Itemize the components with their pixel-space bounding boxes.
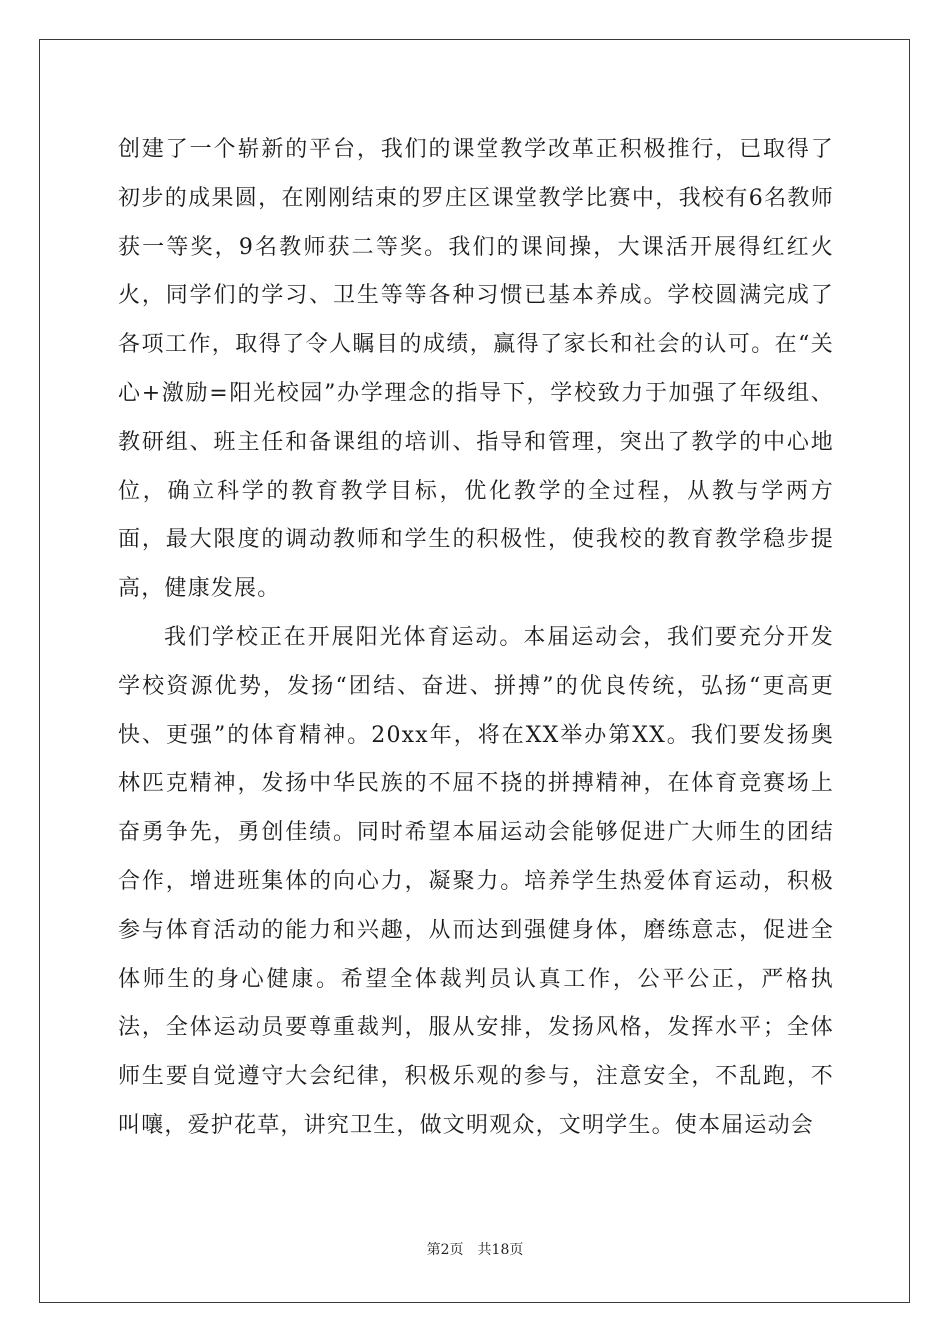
paragraph-1: 创建了一个崭新的平台，我们的课堂教学改革正积极推行，已取得了初步的成果圆，在刚刚结束的罗庄区课堂教学比赛中，我校有6名教师获一等奖，9名教师获二等奖。我们的课间操，大课活开展得红红火火，同学们的学习、卫生等等各种习惯已基本养成。学校圆满完成了各项工作，取得了令人瞩目的成绩，赢得了家长和社会的认可。在“关心+激励=阳光校园”办学理念的指导下，学校致力于加强了年级组、教研组、班主任和备课组的培训、指导和管理，突出了教学的中心地位，确立科学的教育教学目标，优化教学的全过程，从教与学两方面，最大限度的调动教师和学生的积极性，使我校的教育教学稳步提高，健康发展。 [118, 137, 834, 602]
page-total: 共18页 [477, 1242, 524, 1258]
paragraph-2: 我们学校正在开展阳光体育运动。本届运动会，我们要充分开发学校资源优势，发扬“团结、奋进、拼搏”的优良传统，弘扬“更高更快、更强”的体育精神。20xx年，将在XX举办第XX。我们要发扬奥林匹克精神，发扬中华民族的不屈不挠的拼搏精神，在体育竞赛场上奋勇争先，勇创佳绩。同时希望本届运动会能够促进广大师生的团结合作，增进班集体的向心力，凝聚力。培养学生热爱体育运动，积极参与体育活动的能力和兴趣，从而达到强健身体，磨练意志，促进全体师生的身心健康。希望全体裁判员认真工作，公平公正，严格执法，全体运动员要尊重裁判，服从安排，发扬风格，发挥水平；全体师生要自觉遵守大会纪律，积极乐观的参与，注意安全，不乱跑，不叫嚷，爱护花草，讲究卫生，做文明观众，文明学生。使本届运动会 [118, 624, 834, 1138]
page-number: 第2页 [426, 1242, 464, 1258]
document-body [118, 126, 834, 1151]
page-footer [0, 1239, 950, 1259]
